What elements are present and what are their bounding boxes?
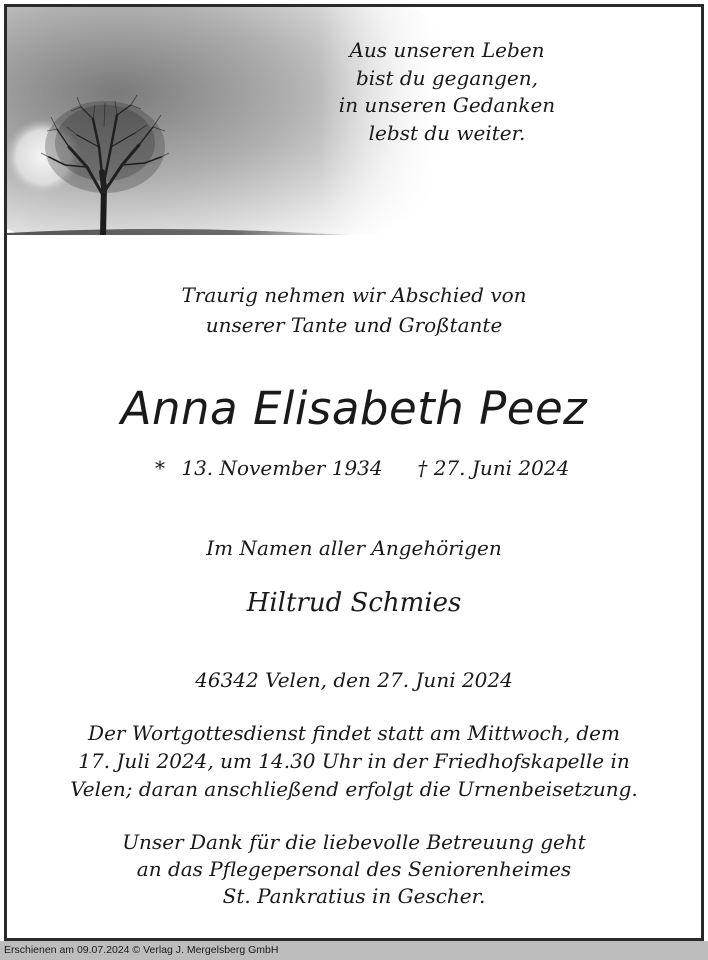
service-line: Der Wortgottesdienst findet statt am Mittwoch, dem [88,721,620,745]
motto-line: Aus unseren Leben [349,38,545,62]
family-intro: Im Namen aller Angehörigen [206,536,502,560]
thanks-line: St. Pankratius in Gescher. [222,884,486,908]
signer-name: Hiltrud Schmies [246,588,462,618]
thanks-line: an das Pflegepersonal des Seniorenheimes [136,857,572,881]
intro-line: Traurig nehmen wir Abschied von [181,283,527,307]
death-date: 27. Juni 2024 [433,456,570,480]
thanks-line: Unser Dank für die liebevolle Betreuung geht [122,830,586,854]
thanks-notice [7,829,701,910]
farewell-intro [7,280,701,340]
publication-footer [0,941,708,960]
intro-line: unserer Tante und Großtante [205,313,503,337]
service-line: Velen; daran anschließend erfolgt die Urnenbeisetzung. [70,777,638,801]
service-line: 17. Juli 2024, um 14.30 Uhr in der Friedhofskapelle in [78,749,630,773]
place-date: 46342 Velen, den 27. Juni 2024 [195,668,513,692]
service-notice [7,719,701,803]
birth-date: 13. November 1934 [181,456,383,480]
footer-text: Erschienen am 09.07.2024 © Verlag J. Mergelsberg GmbH [4,944,279,956]
deceased-name: Anna Elisabeth Peez [120,382,588,435]
motto-verse [297,37,597,147]
motto-line: in unseren Gedanken [338,93,556,117]
motto-line: lebst du weiter. [368,120,526,145]
motto-line: bist du gegangen, [355,65,539,90]
death-symbol: † [417,456,428,480]
birth-symbol: * [155,456,165,480]
life-dates [155,453,569,483]
obituary-card [4,4,704,941]
